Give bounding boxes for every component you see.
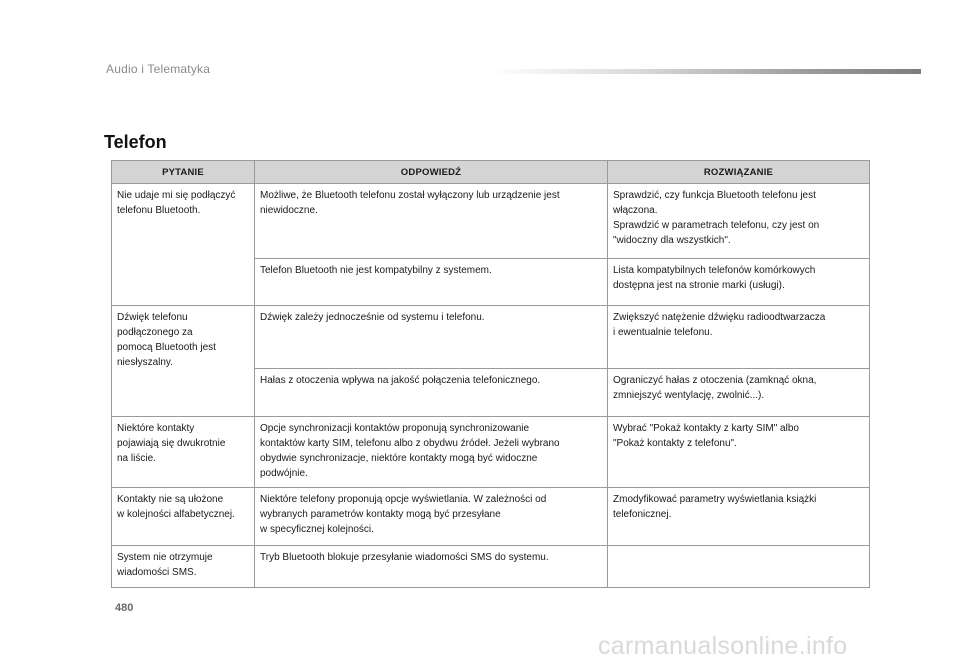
solution-cell: Zmodyfikować parametry wyświetlania książki telefonicznej. xyxy=(608,488,870,546)
table-row xyxy=(112,306,870,369)
table-row xyxy=(112,546,870,588)
solution-cell: Zwiększyć natężenie dźwięku radioodtwarzacza i ewentualnie telefonu. xyxy=(608,306,870,369)
column-header-answer: ODPOWIEDŹ xyxy=(255,161,608,184)
table-header-row xyxy=(112,161,870,184)
solution-cell: Ograniczyć hałas z otoczenia (zamknąć okna, zmniejszyć wentylację, zwolnić...). xyxy=(608,369,870,417)
question-cell: Dźwięk telefonu podłączonego za pomocą Bluetooth jest niesłyszalny. xyxy=(112,306,255,417)
column-header-question: PYTANIE xyxy=(112,161,255,184)
solution-cell: Wybrać "Pokaż kontakty z karty SIM" albo "Pokaż kontakty z telefonu". xyxy=(608,417,870,488)
answer-cell: Możliwe, że Bluetooth telefonu został wyłączony lub urządzenie jest niewidoczne. xyxy=(255,184,608,259)
table-row xyxy=(112,488,870,546)
header-rule xyxy=(490,69,921,74)
faq-table xyxy=(111,160,870,588)
question-cell: Kontakty nie są ułożone w kolejności alfabetycznej. xyxy=(112,488,255,546)
answer-cell: Niektóre telefony proponują opcje wyświetlania. W zależności od wybranych parametrów kontakty mogą być przesyłane w specyficznej kolejności. xyxy=(255,488,608,546)
watermark-text: carmanualsonline.info xyxy=(598,632,848,660)
solution-cell: Sprawdzić, czy funkcja Bluetooth telefonu jest włączona. Sprawdzić w parametrach telefonu, czy jest on "widoczny dla wszystkich". xyxy=(608,184,870,259)
question-cell: Niektóre kontakty pojawiają się dwukrotnie na liście. xyxy=(112,417,255,488)
page-number: 480 xyxy=(115,602,134,614)
header-title: Audio i Telematyka xyxy=(106,62,211,76)
question-cell: Nie udaje mi się podłączyć telefonu Bluetooth. xyxy=(112,184,255,306)
answer-cell: Dźwięk zależy jednocześnie od systemu i telefonu. xyxy=(255,306,608,369)
section-title: Telefon xyxy=(104,132,167,152)
answer-cell: Telefon Bluetooth nie jest kompatybilny z systemem. xyxy=(255,259,608,306)
column-header-solution: ROZWIĄZANIE xyxy=(608,161,870,184)
question-cell: System nie otrzymuje wiadomości SMS. xyxy=(112,546,255,588)
answer-cell: Hałas z otoczenia wpływa na jakość połączenia telefonicznego. xyxy=(255,369,608,417)
solution-cell xyxy=(608,546,870,588)
table-row xyxy=(112,417,870,488)
table-row xyxy=(112,184,870,259)
answer-cell: Tryb Bluetooth blokuje przesyłanie wiadomości SMS do systemu. xyxy=(255,546,608,588)
solution-cell: Lista kompatybilnych telefonów komórkowych dostępna jest na stronie marki (usługi). xyxy=(608,259,870,306)
answer-cell: Opcje synchronizacji kontaktów proponują synchronizowanie kontaktów karty SIM, telefonu albo z obydwu źródeł. Jeżeli wybrano obydwie synchronizacje, niektóre kontakty mogą być widoczne podwójnie. xyxy=(255,417,608,488)
